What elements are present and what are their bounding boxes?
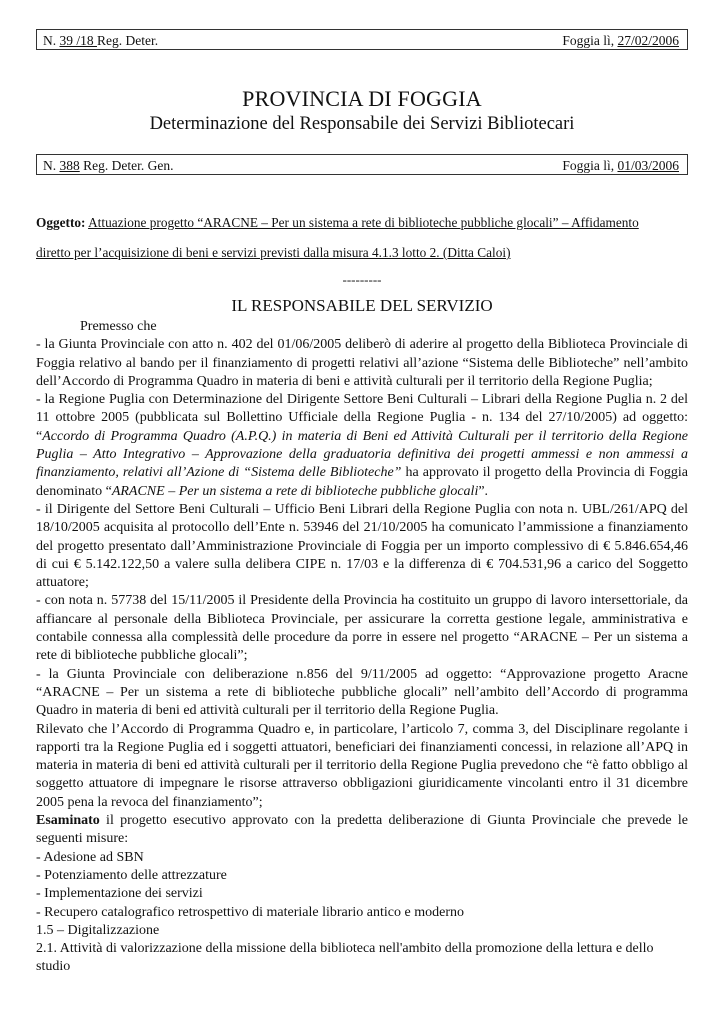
page-subtitle: Determinazione del Responsabile dei Servizi Bibliotecari — [149, 114, 575, 134]
list-item: - Recupero catalografico retrospettivo di materiale librario antico e moderno — [36, 904, 464, 920]
list-item: - Implementazione dei servizi — [36, 886, 203, 902]
paragraph-3: - il Dirigente del Settore Beni Culturali – Ufficio Beni Librari della Regione Puglia con nota n. UBL/261/APQ del 18/10/2005 acquisita al protocollo dell’Ente n. 53946 del 21/10/2005 ha comunicato l’ammissione a finanziamento del progetto presentato dall’Amministrazione Provinciale di Foggia per un importo complessivo di € 5.846.654,46 di cui € 5.142.122,50 a valere sulla delibera CIPE n. 17/03 e la differenza di € 704.531,96 a carico del Soggetto attuatore; — [36, 501, 688, 591]
paragraph-5: - la Giunta Provinciale con deliberazione n.856 del 9/11/2005 ad oggetto: “Approvazione progetto Aracne “ARACNE – Per un sistema a rete di biblioteche pubbliche glocali” nell’ambito dell’Accordo di programma Quadro in materia di beni ed attività culturali per il territorio della Regione Puglia. — [36, 666, 688, 719]
paragraph-2: - la Regione Puglia con Determinazione del Dirigente Settore Beni Culturali – Librari della Regione Puglia n. 2 del 11 ottobre 2005 (pubblicata sul Bollettino Ufficiale della Regione Puglia - n. 134 del 27/10/2005) ad oggetto: “Accordo di Programma Quadro (A.P.Q.) in materia di Beni ed Attività Culturali per il territorio della Regione Puglia – Atto Integrativo – Approvazione della graduatoria definitiva dei progetti ammessi e non ammessi a finanziamento, relativi all’Azione di “Sistema delle Biblioteche” ha approvato il progetto della Provincia di Foggia denominato “ARACNE – Per un sistema a rete di biblioteche pubbliche glocali”. — [36, 392, 688, 499]
paragraph-6: Rilevato che l’Accordo di Programma Quadro e, in particolare, l’articolo 7, comma 3, del Disciplinare regolante i rapporti tra la Regione Puglia ed i soggetti attuatori, beneficiari dei finanziamenti concessi, in relazione all’APQ in materia in materia di beni ed attività culturali per il territorio della Regione Puglia prevedono che “è fatto obbligo al soggetto attuatore di impegnare le risorse attraverso obbligazioni giuridicamente vincolanti entro il 31 dicembre 2005 pena la revoca del finanziamento”; — [36, 721, 688, 810]
paragraph-1: - la Giunta Provinciale con atto n. 402 del 01/06/2005 deliberò di aderire al progetto della Biblioteca Provinciale di Foggia relativo al bando per il finanziamento di progetti relativi all’azione “Sistema delle Biblioteche” nell’ambito dell’Accordo di Programma Quadro in materia di beni e attività culturali per il territorio della Regione Puglia; — [36, 337, 688, 389]
list-item: 2.1. Attività di valorizzazione della missione della biblioteca nell'ambito della promozione della lettura e dello studio — [36, 941, 654, 975]
general-reg-number: N. 388 Reg. Deter. Gen. — [43, 158, 174, 173]
header-date: Foggia lì, 27/02/2006 — [562, 33, 679, 48]
paragraph-7: Esaminato il progetto esecutivo approvato con la predetta deliberazione di Giunta Provinciale che prevede le seguenti misure: — [36, 813, 688, 847]
subject-line-2: diretto per l’acquisizione di beni e servizi previsti dalla misura 4.1.3 lotto 2. (Ditta Caloi) — [36, 245, 511, 260]
subject-label: Oggetto: — [36, 215, 86, 230]
subject-block — [36, 208, 688, 268]
page-title: PROVINCIA DI FOGGIA — [242, 86, 482, 111]
list-item: - Adesione ad SBN — [36, 849, 144, 865]
general-date: Foggia lì, 01/03/2006 — [562, 158, 679, 173]
header-reg-number: N. 39 /18 Reg. Deter. — [43, 33, 159, 48]
general-registration-box — [36, 154, 688, 175]
section-title: IL RESPONSABILE DEL SERVIZIO — [231, 296, 493, 315]
header-registration-box — [36, 29, 688, 50]
premesso-line: Premesso che — [80, 319, 157, 334]
paragraph-4: - con nota n. 57738 del 15/11/2005 il Presidente della Provincia ha costituito un gruppo di lavoro intersettoriale, da affiancare al personale della Biblioteca Provinciale, per assicurare la corretta gestione legale, amministrativa e contabile connessa alla complessità delle procedure da porre in essere nel progetto “ARACNE – Per un sistema a rete di biblioteche pubbliche glocali”; — [36, 593, 688, 664]
list-item: - Potenziamento delle attrezzature — [36, 867, 227, 883]
document-body — [36, 318, 688, 977]
subject-line-1: Attuazione progetto “ARACNE – Per un sistema a rete di biblioteche pubbliche glocali” – Affidamento — [88, 215, 639, 230]
separator: --------- — [342, 272, 382, 287]
list-item: 1.5 – Digitalizzazione — [36, 922, 160, 938]
